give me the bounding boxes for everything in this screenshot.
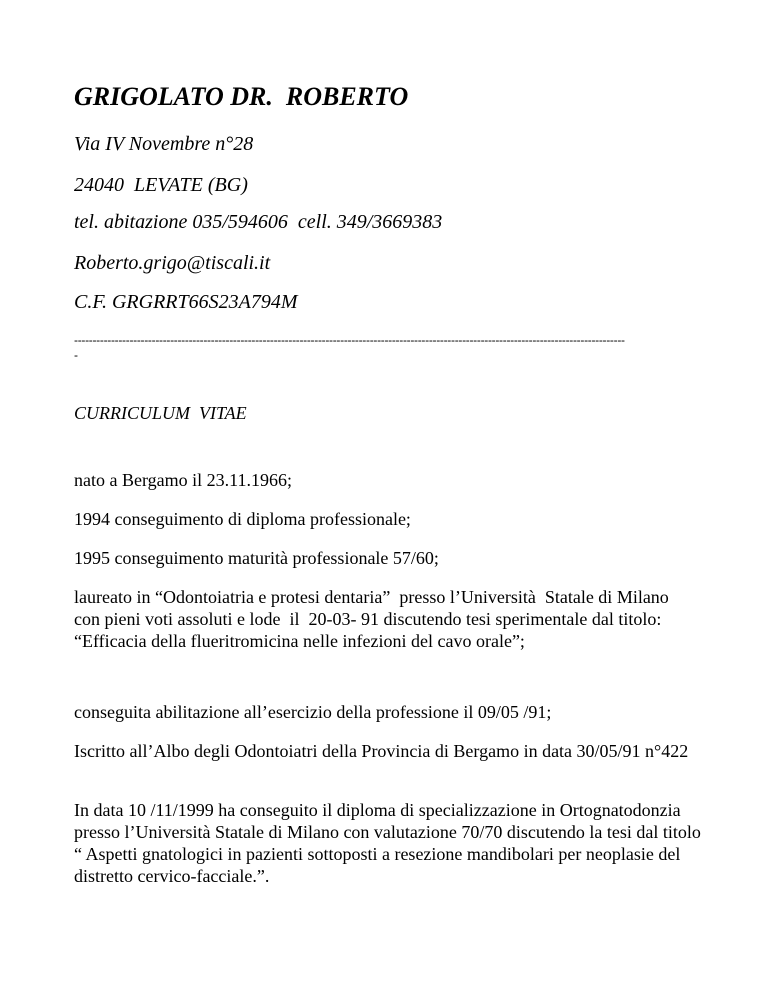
- paragraph-specialization: In data 10 /11/1999 ha conseguito il diploma di specializzazione in Ortognatodonzia presso l’Università Statale di Milano con valutazione 70/70 discutendo la tesi dal titolo “ Aspetti gnatologici in pazienti sottoposti a resezione mandibolari per neoplasie del distretto cervico-facciale.”.: [74, 800, 706, 886]
- paragraph-degree: laureato in “Odontoiatria e protesi dentaria” presso l’Università Statale di Milano con pieni voti assoluti e lode il 20-03- 91 discutendo tesi sperimentale dal titolo: “Efficacia della flueritromicina nelle infezioni del cavo orale”;: [74, 587, 683, 651]
- phone-line: tel. abitazione 035/594606 cell. 349/3669383: [74, 211, 443, 233]
- address-line: Via IV Novembre n°28: [74, 133, 254, 155]
- city-line: 24040 LEVATE (BG): [74, 174, 248, 196]
- paragraph-maturity: 1995 conseguimento maturità professionale 57/60;: [74, 548, 439, 568]
- email-line: Roberto.grigo@tiscali.it: [74, 252, 271, 274]
- paragraph-license: conseguita abilitazione all’esercizio della professione il 09/05 /91;: [74, 702, 552, 722]
- paragraph-diploma: 1994 conseguimento di diploma professionale;: [74, 509, 411, 529]
- paragraph-register: Iscritto all’Albo degli Odontoiatri della Provincia di Bergamo in data 30/05/91 n°422: [74, 741, 689, 761]
- divider-line: -----------------------------------------------------------------------------------------------------------------------------------------------------: [74, 333, 625, 347]
- person-name: GRIGOLATO DR. ROBERTO: [74, 82, 409, 111]
- section-title: CURRICULUM VITAE: [74, 403, 247, 423]
- paragraph-birth: nato a Bergamo il 23.11.1966;: [74, 470, 292, 490]
- divider-tail: -: [74, 348, 78, 362]
- fiscal-code-line: C.F. GRGRRT66S23A794M: [74, 291, 298, 313]
